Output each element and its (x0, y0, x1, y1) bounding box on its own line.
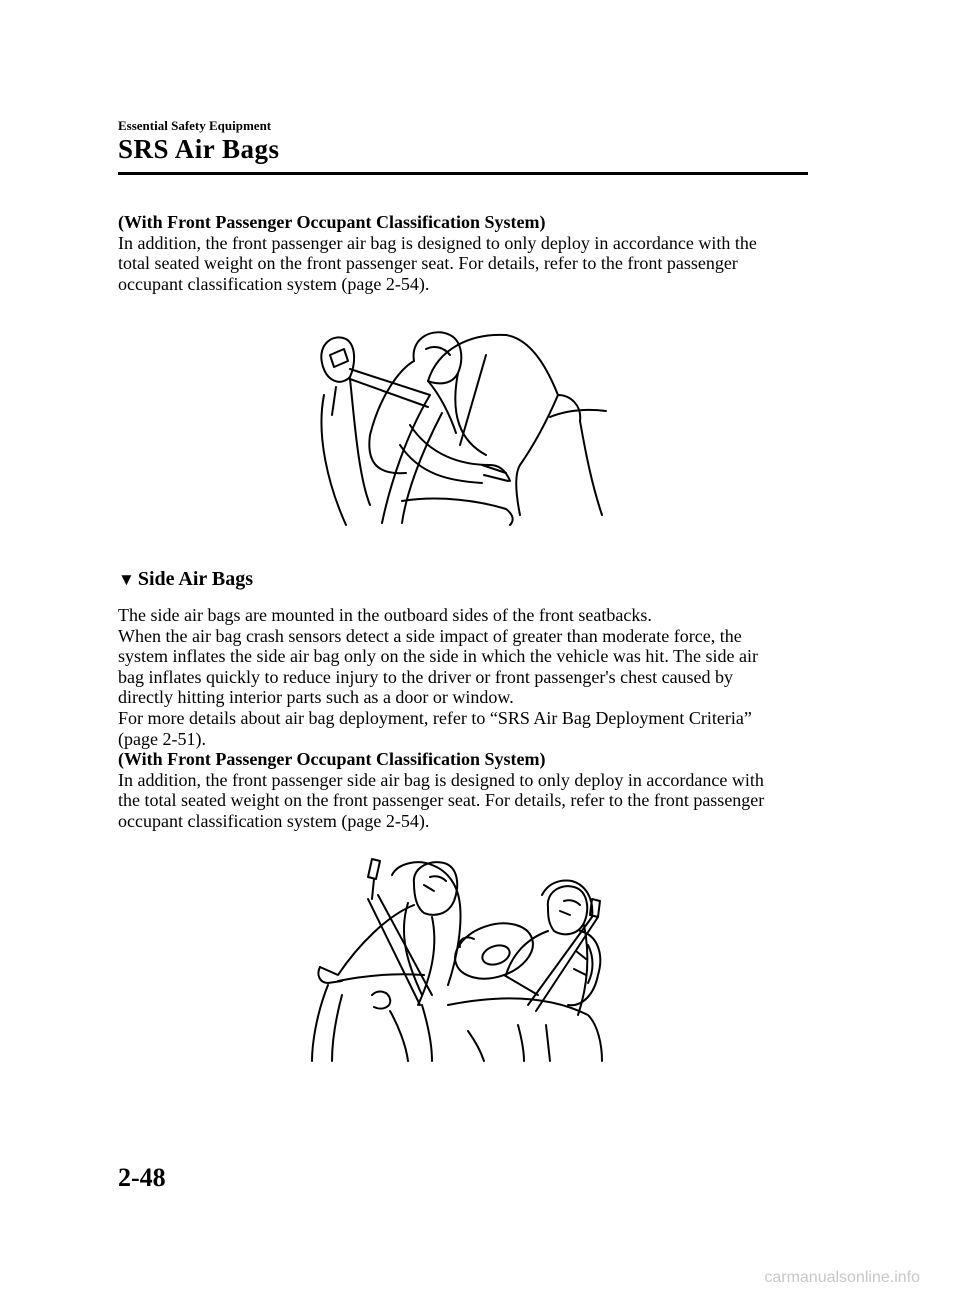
side-airbag-illustration (298, 855, 608, 1065)
triangle-marker-icon: ▼ (118, 569, 135, 589)
block-heading: (With Front Passenger Occupant Classification System) (118, 749, 546, 770)
paragraph-line: total seated weight on the front passenger seat. For details, refer to the front passenger (118, 253, 738, 274)
paragraph-line: directly hitting interior parts such as a door or window. (118, 687, 514, 708)
side-air-bags-title: Side Air Bags (137, 568, 254, 590)
paragraph-line: For more details about air bag deployment, refer to “SRS Air Bag Deployment Criteria” (118, 707, 752, 728)
paragraph-line: In addition, the front passenger side air bag is designed to only deploy in accordance with (118, 769, 764, 790)
paragraph-line: occupant classification system (page 2-54). (118, 273, 430, 294)
section-label: Essential Safety Equipment (118, 118, 272, 133)
side-air-bags-body (118, 605, 808, 832)
paragraph-line: occupant classification system (page 2-54). (118, 810, 430, 831)
paragraph-line: When the air bag crash sensors detect a side impact of greater than moderate force, the (118, 625, 742, 646)
page-number: 2-48 (118, 1163, 166, 1192)
paragraph-line: system inflates the side air bag only on the side in which the vehicle was hit. The side air (118, 646, 759, 667)
block-heading: (With Front Passenger Occupant Classification System) (118, 212, 546, 232)
watermark: carmanualsonline.info (764, 1269, 920, 1286)
side-air-bags-heading (118, 568, 253, 591)
paragraph-line: In addition, the front passenger air bag is designed to only deploy in accordance with the (118, 232, 757, 253)
front-passenger-block (118, 212, 808, 294)
front-airbag-illustration (310, 325, 610, 530)
paragraph-line: the total seated weight on the front passenger seat. For details, refer to the front passenger (118, 790, 765, 811)
paragraph-line: The side air bags are mounted in the outboard sides of the front seatbacks. (118, 605, 652, 625)
title-rule (118, 172, 808, 175)
page-title: SRS Air Bags (118, 134, 280, 164)
paragraph-line: (page 2-51). (118, 728, 206, 749)
paragraph-line: bag inflates quickly to reduce injury to the driver or front passenger's chest caused by (118, 666, 734, 687)
